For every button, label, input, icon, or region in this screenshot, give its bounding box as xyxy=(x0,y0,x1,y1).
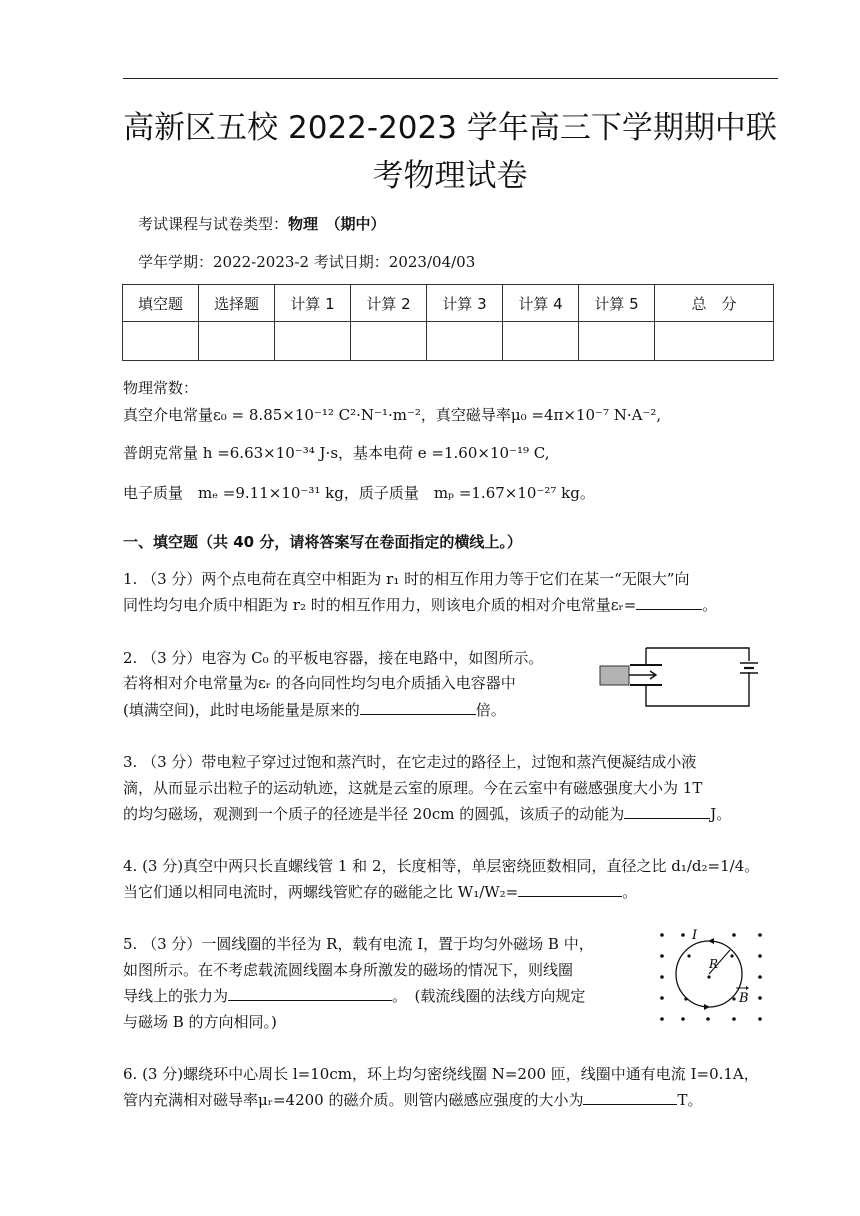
title-line-2: 考物理试卷 xyxy=(372,158,528,194)
section-heading: 一、填空题（共 40 分，请将答案写在卷面指定的横线上。） xyxy=(123,533,522,551)
q5-line-3 xyxy=(123,984,585,1008)
course-line xyxy=(138,213,386,235)
q3-end: J。 xyxy=(710,805,732,823)
score-table xyxy=(122,284,774,361)
score-header: 计算 2 xyxy=(351,285,427,322)
score-table-header-row xyxy=(123,285,774,322)
score-cell[interactable] xyxy=(503,322,579,361)
top-rule xyxy=(123,78,778,79)
radius-label: R xyxy=(709,957,719,971)
q5-line-1: 5. （3 分）一圆线圈的半径为 R，载有电流 I，置于均匀外磁场 B 中， xyxy=(123,935,594,953)
q5-text-b: 。 (载流线圈的法线方向规定 xyxy=(392,987,586,1005)
q6-end: T。 xyxy=(677,1091,703,1109)
score-table-entry-row xyxy=(123,322,774,361)
q4-text: 当它们通以相同电流时，两螺线管贮存的磁能之比 W₁/W₂= xyxy=(123,883,519,901)
score-cell[interactable] xyxy=(351,322,427,361)
score-header: 计算 4 xyxy=(503,285,579,322)
q5-line-4: 与磁场 B 的方向相同。) xyxy=(123,1013,277,1031)
q4-line-1: 4. (3 分)真空中两只长直螺线管 1 和 2，长度相等，单层密绕匝数相同，直径之比 d₁/d₂=1/4。 xyxy=(123,857,760,875)
constants-line-1: 真空介电常量ε₀ = 8.85×10⁻¹² C²·N⁻¹·m⁻²，真空磁导率μ₀ =4π×10⁻⁷ N·A⁻², xyxy=(123,406,662,424)
q2-line-2: 若将相对介电常量为εᵣ 的各向同性均匀电介质插入电容器中 xyxy=(123,674,516,692)
score-header: 选择题 xyxy=(199,285,275,322)
field-label: B xyxy=(739,991,749,1006)
term-line: 学年学期：2022-2023-2 考试日期：2023/04/03 xyxy=(138,253,476,271)
capacitor-circuit-diagram xyxy=(598,644,760,710)
q2-line-3 xyxy=(123,698,506,722)
score-cell[interactable] xyxy=(123,322,199,361)
score-cell[interactable] xyxy=(427,322,503,361)
constants-line-3: 电子质量 mₑ =9.11×10⁻³¹ kg，质子质量 mₚ =1.67×10⁻²⁷ kg。 xyxy=(123,484,595,502)
q3-answer-blank[interactable] xyxy=(624,802,710,819)
q2-text: (填满空间)，此时电场能量是原来的 xyxy=(123,701,360,719)
course-label: 考试课程与试卷类型： xyxy=(138,215,289,233)
course-value: 物理 （期中） xyxy=(288,215,386,233)
q4-line-2 xyxy=(123,880,637,904)
score-cell[interactable] xyxy=(655,322,774,361)
q5-text: 导线上的张力为 xyxy=(123,987,229,1005)
score-header: 计算 5 xyxy=(579,285,655,322)
q2-line-1: 2. （3 分）电容为 C₀ 的平板电容器，接在电路中，如图所示。 xyxy=(123,649,544,667)
q6-answer-blank[interactable] xyxy=(583,1088,677,1105)
score-header: 计算 1 xyxy=(275,285,351,322)
q4-answer-blank[interactable] xyxy=(518,880,622,897)
q3-line-2: 滴，从而显示出粒子的运动轨迹，这就是云室的原理。今在云室中有磁感强度大小为 1T xyxy=(123,779,703,797)
q3-line-3 xyxy=(123,802,731,826)
q1-end: 。 xyxy=(702,596,718,614)
q2-answer-blank[interactable] xyxy=(360,698,476,715)
q6-line-1: 6. (3 分)螺绕环中心周长 l=10cm，环上均匀密绕线圈 N=200 匝，线圈中通有电流 I=0.1A， xyxy=(123,1065,759,1083)
title-line-1: 高新区五校 2022-2023 学年高三下学期期中联 xyxy=(123,110,777,146)
q5-answer-blank[interactable] xyxy=(228,984,392,1001)
score-cell[interactable] xyxy=(579,322,655,361)
score-header: 总 分 xyxy=(655,285,774,322)
q3-text: 的均匀磁场，观测到一个质子的径迹是半径 20cm 的圆弧，该质子的动能为 xyxy=(123,805,625,823)
score-cell[interactable] xyxy=(275,322,351,361)
q1-answer-blank[interactable] xyxy=(636,593,702,610)
score-header: 填空题 xyxy=(123,285,199,322)
constants-heading: 物理常数： xyxy=(123,379,199,397)
page-title xyxy=(120,104,780,200)
q6-line-2 xyxy=(123,1088,703,1112)
q5-line-2: 如图所示。在不考虑载流圆线圈本身所激发的磁场的情况下，则线圈 xyxy=(123,961,574,979)
q1-line-2 xyxy=(123,593,717,617)
score-cell[interactable] xyxy=(199,322,275,361)
coil-in-field-diagram xyxy=(652,926,770,1026)
q6-text: 管内充满相对磁导率μᵣ=4200 的磁介质。则管内磁感应强度的大小为 xyxy=(123,1091,584,1109)
q3-line-1: 3. （3 分）带电粒子穿过过饱和蒸汽时，在它走过的路径上，过饱和蒸汽便凝结成小液 xyxy=(123,753,697,771)
q1-text: 同性均匀电介质中相距为 r₂ 时的相互作用力，则该电介质的相对介电常量εᵣ= xyxy=(123,596,637,614)
q4-end: 。 xyxy=(622,883,638,901)
q2-end: 倍。 xyxy=(475,701,506,719)
constants-line-2: 普朗克常量 h =6.63×10⁻³⁴ J·s，基本电荷 e =1.60×10⁻¹⁹ C, xyxy=(123,444,550,462)
q1-line-1: 1. （3 分）两个点电荷在真空中相距为 r₁ 时的相互作用力等于它们在某一“无限大”向 xyxy=(123,570,690,588)
score-header: 计算 3 xyxy=(427,285,503,322)
current-label: I xyxy=(692,928,698,943)
